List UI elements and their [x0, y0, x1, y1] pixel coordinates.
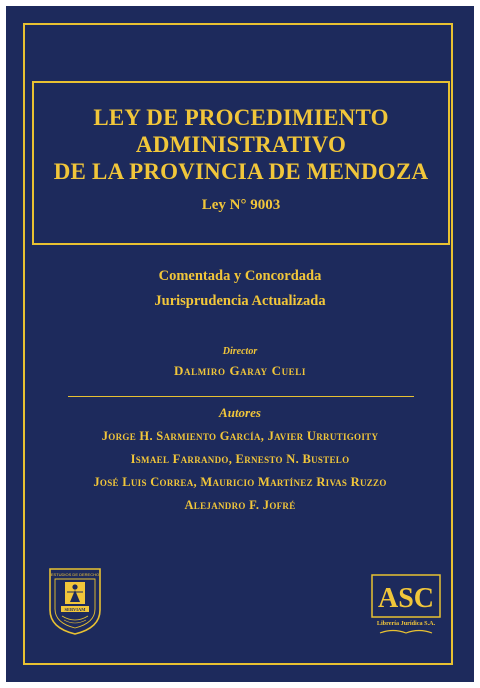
authors-label: Autores [219, 405, 261, 420]
book-cover [6, 6, 474, 682]
author-line-1: Jorge H. Sarmiento García, Javier Urrutigoity [101, 429, 379, 443]
author-line-3: José Luis Correa, Mauricio Martínez Rivas Ruzzo [93, 475, 387, 489]
title-line-1: LEY DE PROCEDIMIENTO [93, 105, 389, 130]
title-line-3: DE LA PROVINCIA DE MENDOZA [53, 159, 429, 184]
seal-emblem-icon [46, 566, 104, 636]
author-line-4: Alejandro F. Jofré [184, 498, 296, 512]
publisher-logo [370, 573, 442, 637]
publisher-name: Librería Jurídica S.A. [376, 620, 436, 627]
open-book-icon [380, 631, 432, 634]
seal-motto: SERVIAM [64, 606, 86, 612]
subtitle-jurisprudence: Jurisprudencia Actualizada [154, 293, 326, 309]
seal-top-text: ESTUDIOS DE DERECHO [50, 572, 100, 577]
director-name: Dalmiro Garay Cueli [174, 363, 306, 378]
law-number: Ley N° 9003 [201, 197, 281, 213]
publisher-logo-text: ASC [377, 583, 435, 614]
subtitle-commented: Comentada y Concordada [158, 268, 322, 284]
divider-rule [68, 396, 414, 397]
author-line-2: Ismael Farrando, Ernesto N. Bustelo [130, 452, 350, 466]
title-line-2: ADMINISTRATIVO [135, 132, 347, 157]
director-label: Director [222, 346, 258, 357]
title-box [32, 81, 450, 245]
